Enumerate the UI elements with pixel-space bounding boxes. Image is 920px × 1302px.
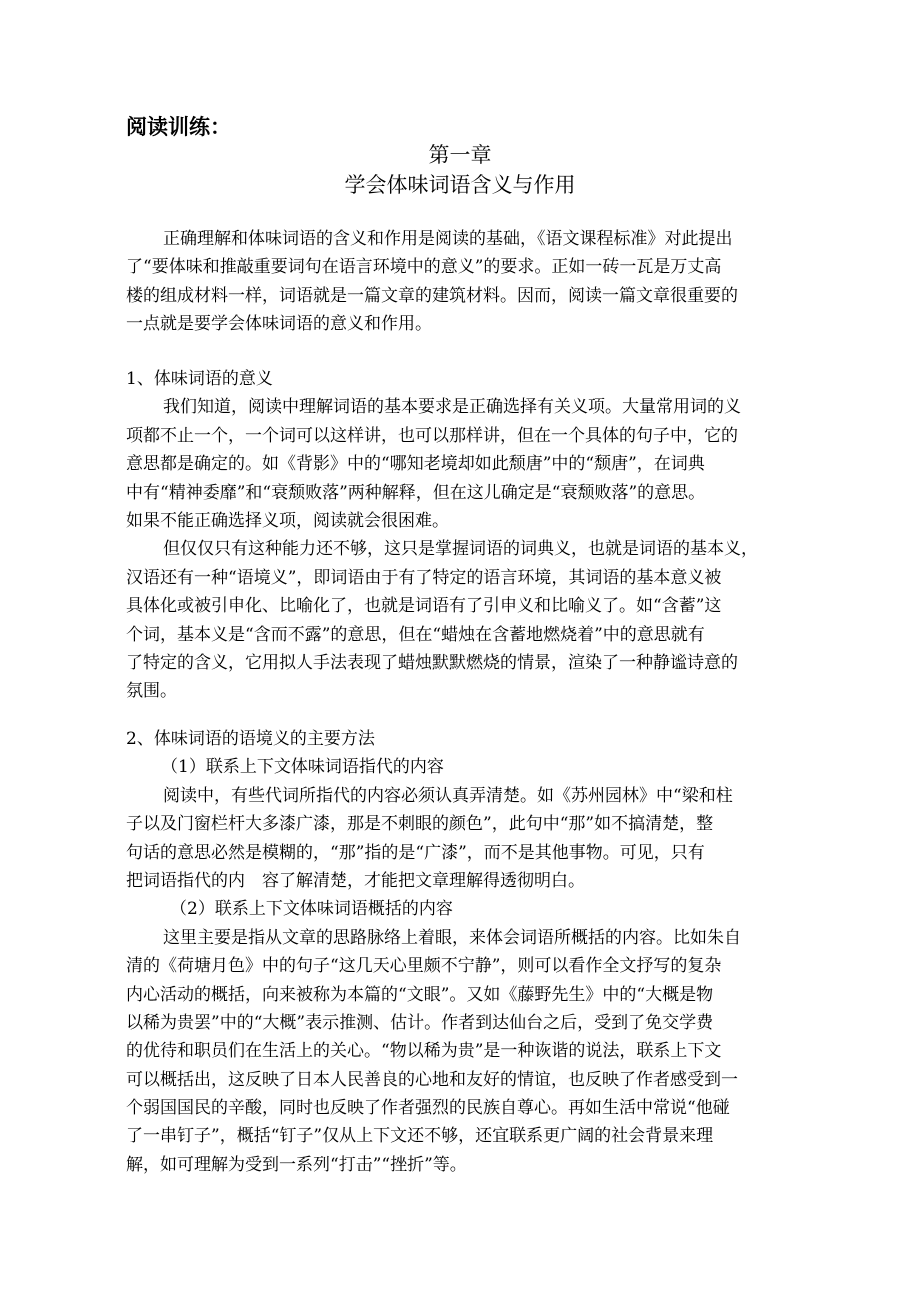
text-line: 个弱国国民的辛酸，同时也反映了作者强烈的民族自尊心。再如生活中常说“他碰 <box>126 1098 730 1119</box>
chapter-number: 第一章 <box>428 143 492 167</box>
section-1 <box>126 365 796 706</box>
reading-training-label: 阅读训练： <box>126 115 231 139</box>
subsection-heading: （1）联系上下文体味词语指代的内容 <box>161 757 444 778</box>
text-line: 楼的组成材料一样，词语就是一篇文章的建筑材料。因而，阅读一篇文章很重要的 <box>126 285 738 306</box>
text-line: 可以概括出，这反映了日本人民善良的心地和友好的情谊，也反映了作者感受到一 <box>126 1069 738 1090</box>
section-2 <box>126 725 796 1179</box>
text-line: 了一串钉子”，概括“钉子”仅从上下文还不够，还宜联系更广阔的社会背景来理 <box>126 1126 714 1147</box>
text-line: 解，如可理解为受到一系列“打击”“挫折”等。 <box>126 1154 467 1175</box>
text-line: 清的《荷塘月色》中的句子“这几天心里颇不宁静”，则可以看作全文抒写的复杂 <box>126 956 722 977</box>
text-line: 一点就是要学会体味词语的意义和作用。 <box>126 314 432 335</box>
text-line: 项都不止一个，一个词可以这样讲，也可以那样讲，但在一个具体的句子中，它的 <box>126 425 738 446</box>
text-line: 意思都是确定的。如《背影》中的“哪知老境却如此颓唐”中的“颓唐”，在词典 <box>126 454 705 475</box>
text-line: 氛围。 <box>126 681 177 702</box>
text-line: 把词语指代的内 容了解清楚，才能把文章理解得透彻明白。 <box>126 870 585 891</box>
intro-paragraph <box>126 225 796 339</box>
chapter-title: 学会体味词语含义与作用 <box>344 173 576 197</box>
text-line: 阅读中，有些代词所指代的内容必须认真弄清楚。如《苏州园林》中“梁和柱 <box>163 785 733 806</box>
text-line: 正确理解和体味词语的含义和作用是阅读的基础，《语文课程标准》对此提出 <box>163 229 733 249</box>
section-heading: 2、体味词语的语境义的主要方法 <box>126 729 375 749</box>
text-line: 以稀为贵罢”中的“大概”表示推测、估计。作者到达仙台之后，受到了免交学费 <box>126 1012 714 1033</box>
text-line: 了特定的含义，它用拟人手法表现了蜡烛默默燃烧的情景，渲染了一种静谧诗意的 <box>126 652 738 673</box>
text-line: 句话的意思必然是模糊的，“那”指的是“广漆”，而不是其他事物。可见，只有 <box>126 842 705 863</box>
text-line: 子以及门窗栏杆大多漆广漆，那是不刺眼的颜色”，此句中“那”如不搞清楚，整 <box>126 814 714 835</box>
text-line: 了“要体味和推敲重要词句在语言环境中的意义”的要求。正如一砖一瓦是万丈高 <box>126 257 722 278</box>
text-line: 这里主要是指从文章的思路脉络上着眼，来体会词语所概括的内容。比如朱自 <box>163 927 741 948</box>
text-line: 内心活动的概括，向来被称为本篇的“文眼”。又如《藤野先生》中的“大概是物 <box>126 984 714 1005</box>
text-line: 个词，基本义是“含而不露”的意思，但在“蜡烛在含蓄地燃烧着”中的意思就有 <box>126 624 705 645</box>
text-line: 如果不能正确选择义项，阅读就会很困难。 <box>126 510 449 531</box>
text-line: 汉语还有一种“语境义”，即词语由于有了特定的语言环境，其词语的基本意义被 <box>126 567 722 588</box>
text-line: 但仅仅只有这种能力还不够，这只是掌握词语的词典义，也就是词语的基本义， <box>163 539 758 560</box>
text-line: 我们知道，阅读中理解词语的基本要求是正确选择有关义项。大量常用词的义 <box>163 397 741 418</box>
subsection-heading: （2）联系上下文体味词语概括的内容 <box>170 899 453 920</box>
text-line: 的优待和职员们在生活上的关心。“物以稀为贵”是一种诙谐的说法，联系上下文 <box>126 1041 722 1062</box>
text-line: 具体化或被引申化、比喻化了，也就是词语有了引申义和比喻义了。如“含蓄”这 <box>126 596 722 617</box>
section-heading: 1、体味词语的意义 <box>126 369 273 389</box>
text-line: 中有“精神委靡”和“衰颓败落”两种解释，但在这儿确定是“衰颓败落”的意思。 <box>126 482 706 503</box>
